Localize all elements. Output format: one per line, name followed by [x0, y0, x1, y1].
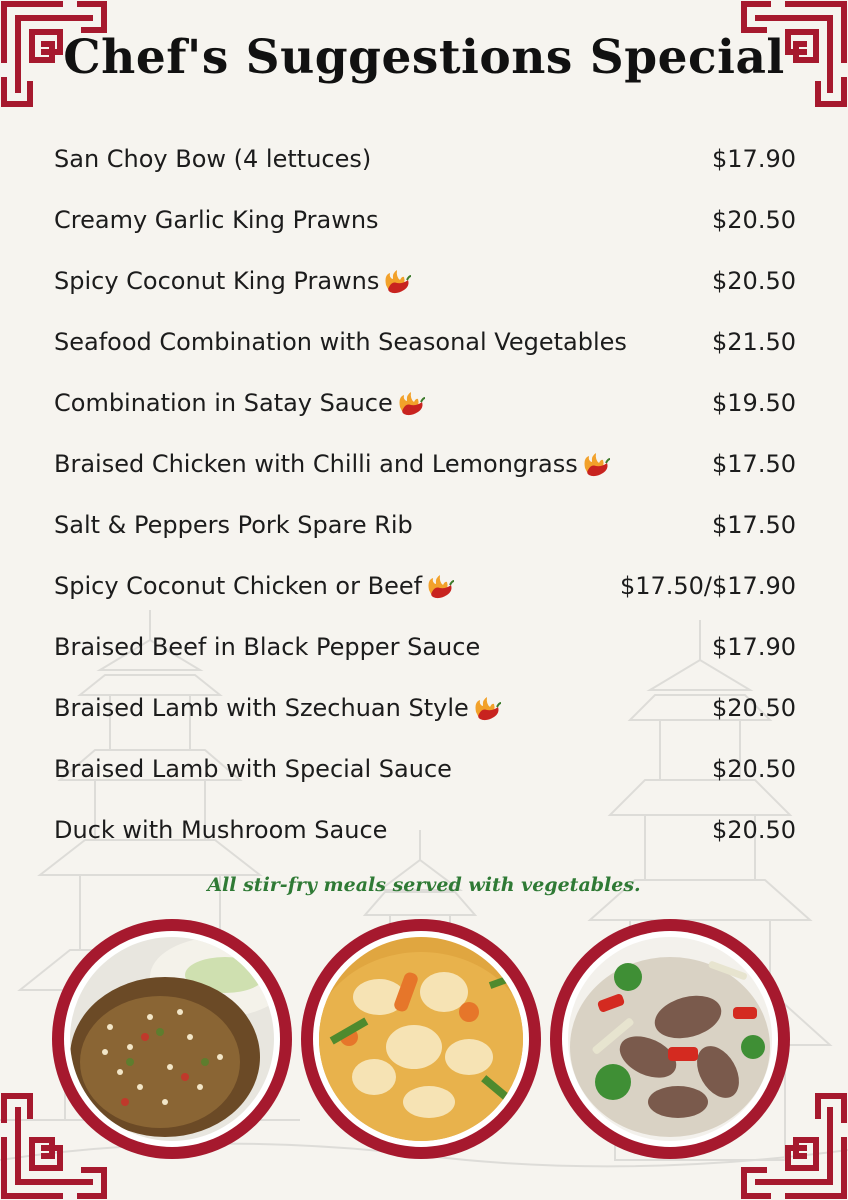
menu-item-name: [54, 755, 452, 783]
menu-item-name: [54, 450, 611, 478]
serving-note: All stir-fry meals served with vegetables.: [207, 874, 641, 896]
menu-item-name-text: San Choy Bow (4 lettuces): [54, 144, 372, 173]
menu-item: [54, 616, 796, 677]
menu-item: [54, 799, 796, 860]
menu-item-price: $17.90: [712, 632, 796, 661]
menu-item-price: $20.50: [712, 205, 796, 234]
menu-item-name-text: Braised Beef in Black Pepper Sauce: [54, 632, 481, 661]
menu-item-name-text: Seafood Combination with Seasonal Vegetables: [54, 327, 627, 356]
menu-item: [54, 555, 796, 616]
menu-item-name: [54, 816, 387, 844]
menu-item-name-text: Spicy Coconut King Prawns: [54, 266, 380, 295]
menu-item: [54, 433, 796, 494]
chili-flame-icon: [579, 450, 611, 478]
menu-item: [54, 494, 796, 555]
menu-item-name-text: Braised Chicken with Chilli and Lemongrass: [54, 449, 578, 478]
menu-item: [54, 311, 796, 372]
chili-flame-icon: [470, 694, 502, 722]
menu-item-price: $20.50: [712, 693, 796, 722]
chili-flame-icon: [380, 267, 412, 295]
menu-item: [54, 738, 796, 799]
menu-item-name: [54, 511, 413, 539]
food-photo-beef-vegetables: [550, 919, 790, 1159]
menu-item-price: $19.50: [712, 388, 796, 417]
menu-item-name-text: Duck with Mushroom Sauce: [54, 815, 388, 844]
menu-item-name: [54, 267, 412, 295]
menu-item-name: [54, 572, 455, 600]
food-photo-coconut-prawns: [301, 919, 541, 1159]
menu-item-name: [54, 633, 480, 661]
menu-item-name: [54, 694, 502, 722]
menu-item-name: [54, 328, 627, 356]
menu-item: [54, 372, 796, 433]
chili-flame-icon: [423, 572, 455, 600]
menu-item-name: [54, 389, 426, 417]
menu-item-name-text: Creamy Garlic King Prawns: [54, 205, 379, 234]
chili-flame-icon: [394, 389, 426, 417]
menu-item-price: $17.90: [712, 144, 796, 173]
menu-item: [54, 250, 796, 311]
minced-stirfry-image: [70, 937, 274, 1141]
menu-item: [54, 189, 796, 250]
menu-item-name: [54, 206, 379, 234]
menu-item-price: $17.50/$17.90: [619, 571, 796, 600]
menu-item-price: $20.50: [712, 754, 796, 783]
coconut-curry-image: [319, 937, 523, 1141]
menu-item: [54, 128, 796, 189]
page-title: Chef's Suggestions Special: [63, 30, 785, 85]
menu-item-name-text: Spicy Coconut Chicken or Beef: [54, 571, 423, 600]
menu-item-name-text: Combination in Satay Sauce: [54, 388, 393, 417]
menu-item-price: $20.50: [712, 815, 796, 844]
menu-item-price: $17.50: [712, 449, 796, 478]
menu-item-name-text: Braised Lamb with Special Sauce: [54, 754, 452, 783]
menu-item-name-text: Salt & Peppers Pork Spare Rib: [54, 510, 413, 539]
menu-item: [54, 677, 796, 738]
menu-item-price: $20.50: [712, 266, 796, 295]
food-photo-san-choy-bow: [52, 919, 292, 1159]
menu-item-price: $17.50: [712, 510, 796, 539]
menu-list: [54, 128, 796, 860]
menu-item-name-text: Braised Lamb with Szechuan Style: [54, 693, 469, 722]
menu-item-name: [54, 145, 371, 173]
beef-stirfry-image: [568, 937, 772, 1141]
menu-item-price: $21.50: [712, 327, 796, 356]
